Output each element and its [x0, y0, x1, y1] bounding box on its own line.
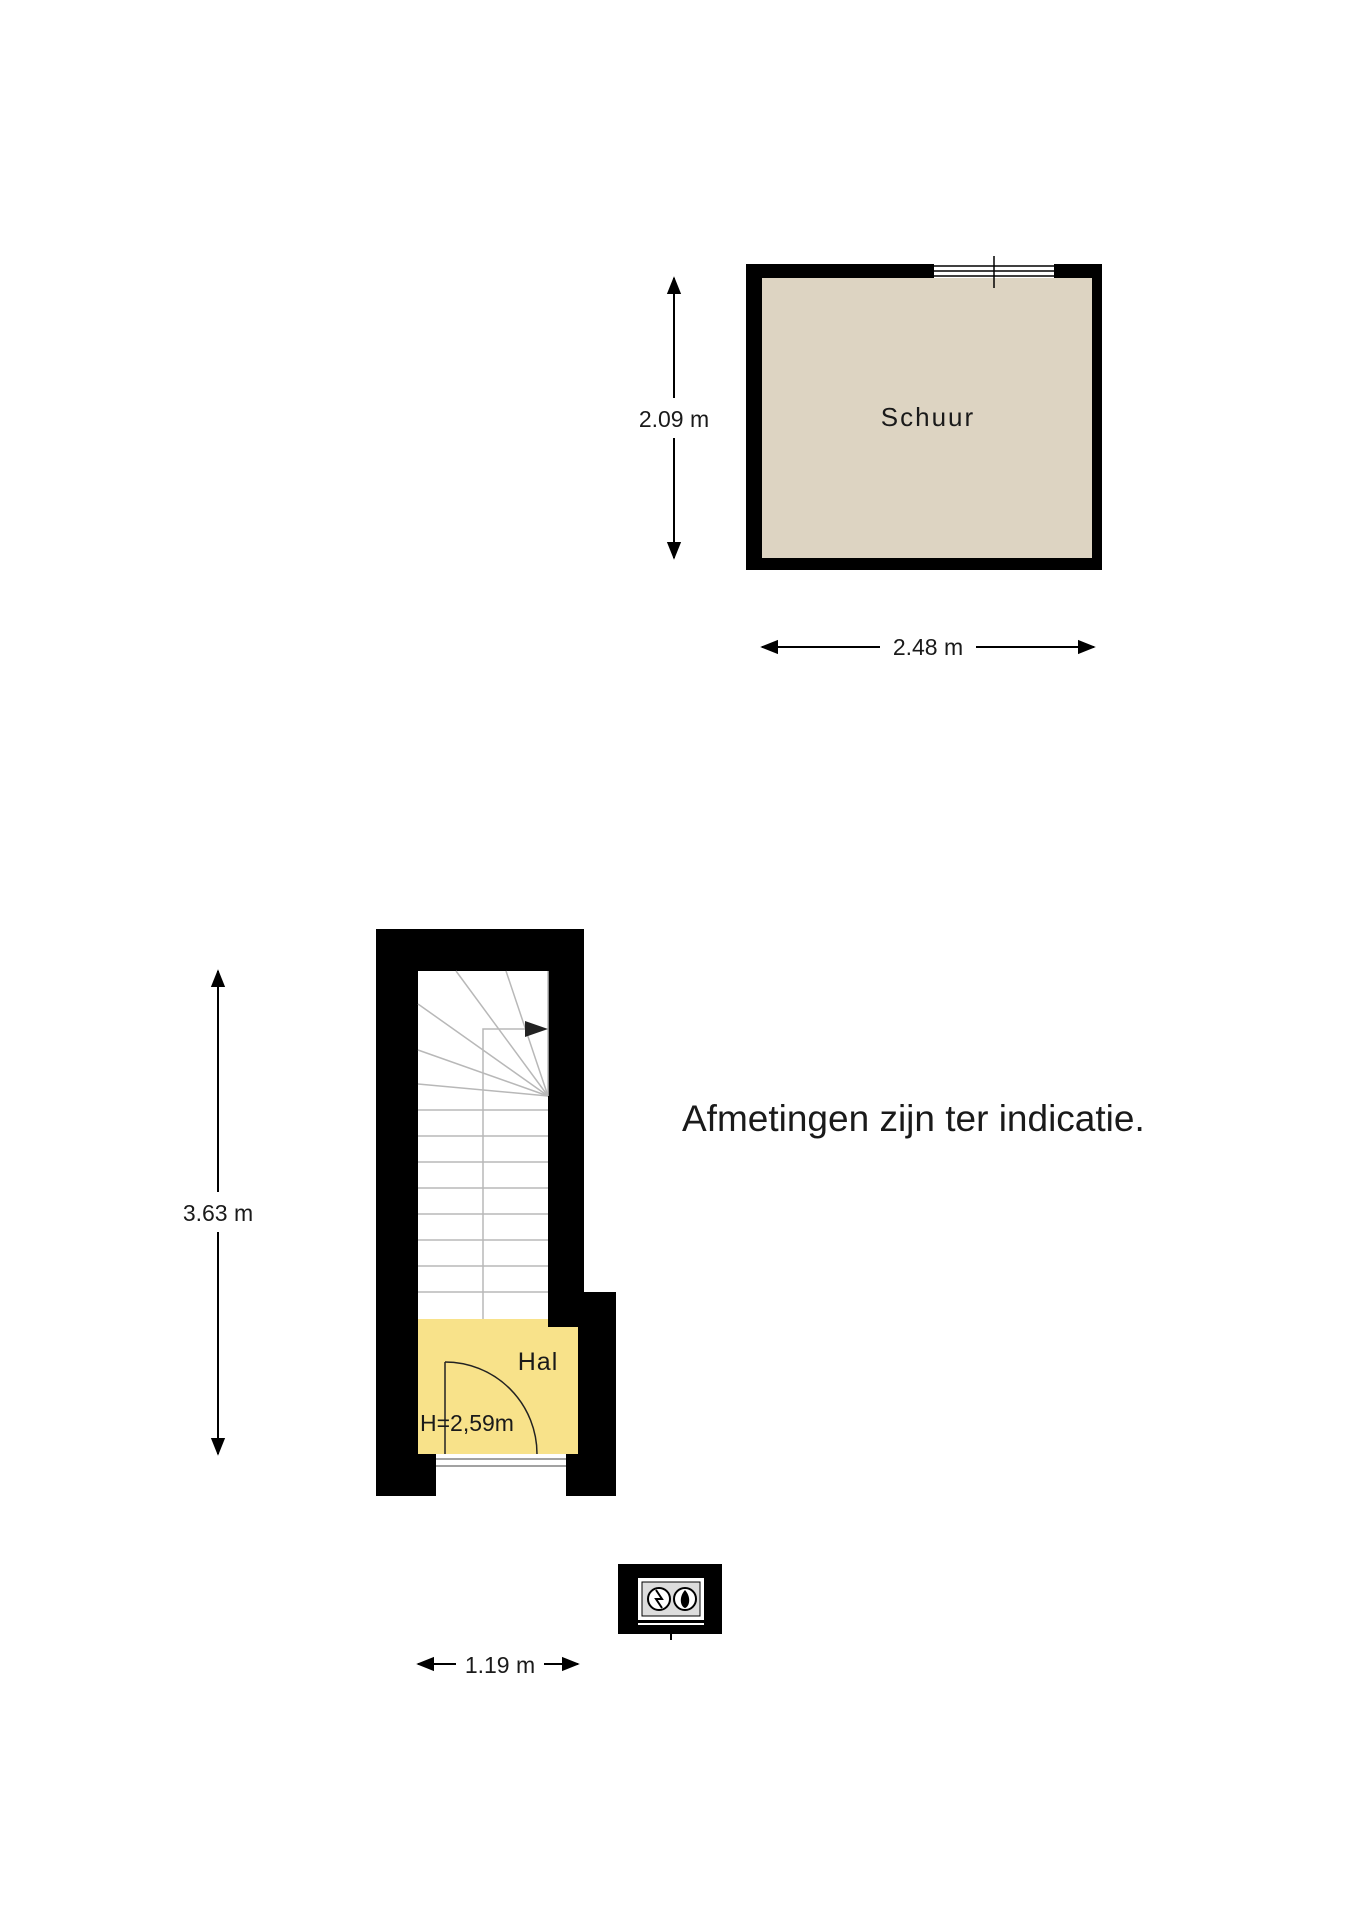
room-label-schuur: Schuur — [880, 402, 976, 432]
dimension-label-schuur-height: 2.09 m — [638, 406, 710, 432]
dimension-hal-height — [183, 971, 253, 1454]
dimension-schuur-width — [762, 634, 1094, 660]
disclaimer-note: Afmetingen zijn ter indicatie. — [682, 1098, 1145, 1139]
dimension-label-hal-width: 1.19 m — [464, 1652, 536, 1678]
meter-cabinet-icon — [618, 1564, 722, 1640]
dimension-label-hal-height: 3.63 m — [182, 1200, 254, 1226]
dimension-schuur-height — [639, 278, 709, 558]
hal-stairwell — [376, 929, 616, 1496]
room-height-label-hal: H=2,59m — [420, 1410, 514, 1436]
dimension-label-schuur-width: 2.48 m — [892, 634, 964, 660]
room-label-hal: Hal — [517, 1348, 559, 1376]
dimension-hal-width — [418, 1652, 578, 1678]
schuur-room — [746, 256, 1102, 570]
